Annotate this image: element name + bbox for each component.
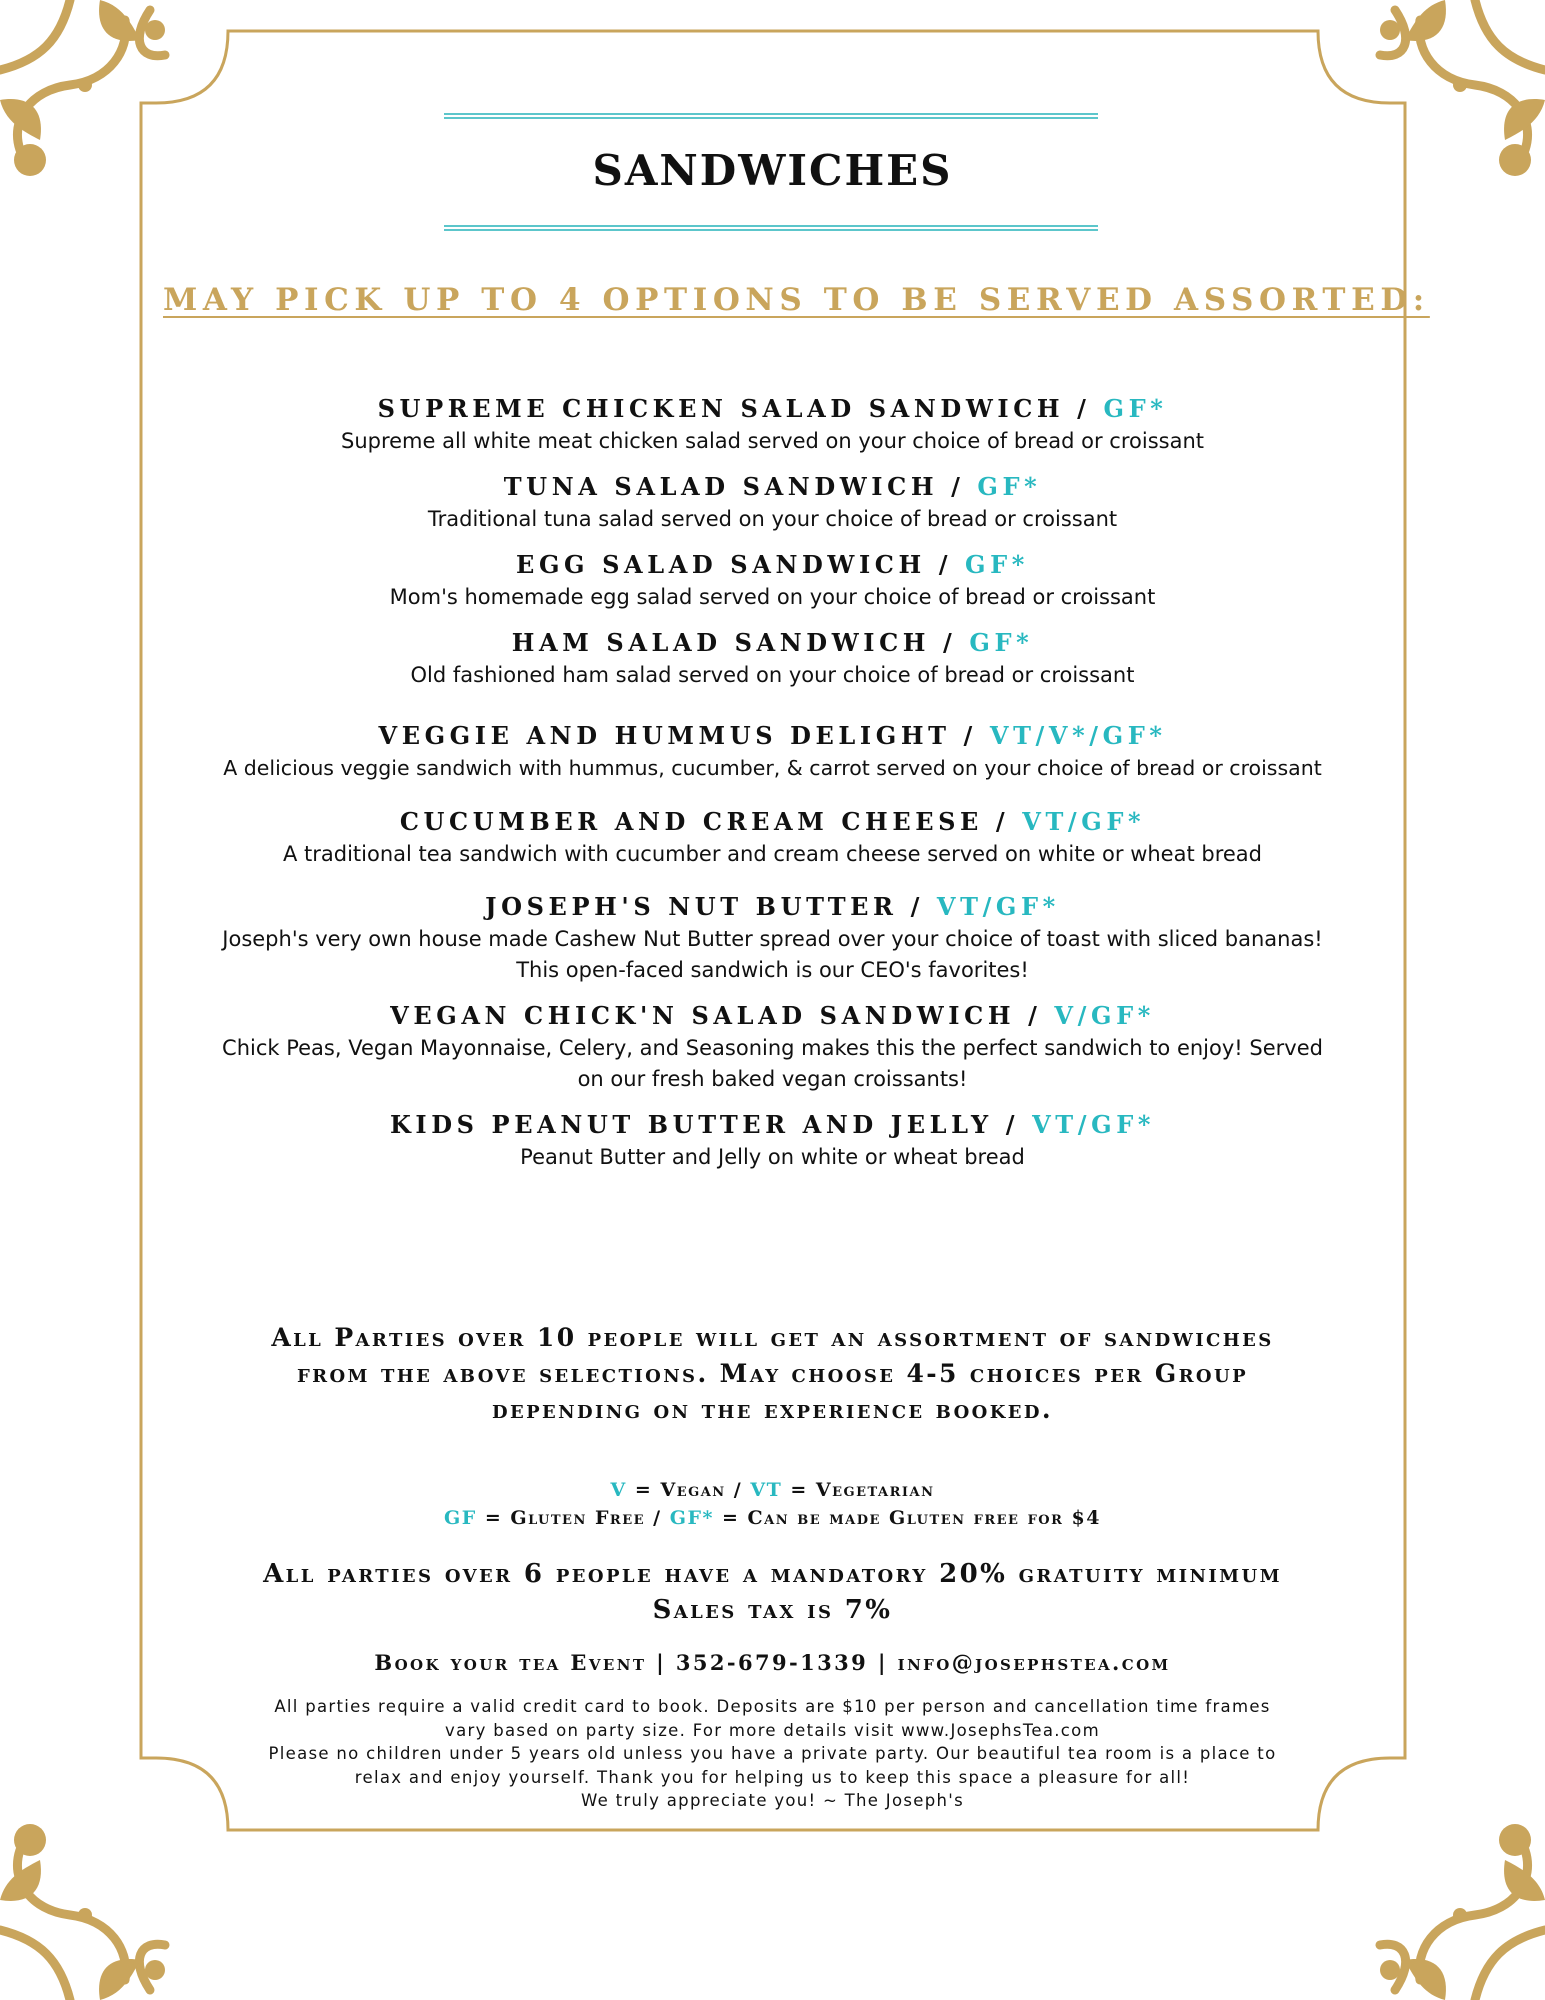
corner-ornament-bottom-right-icon (1355, 1810, 1545, 2000)
menu-item-name: KIDS PEANUT BUTTER AND JELLY (389, 1110, 993, 1139)
menu-item (140, 1108, 1405, 1173)
fine-print-line: We truly appreciate you! ~ The Joseph's (581, 1791, 964, 1810)
legend-text: = Gluten Free / (476, 1507, 670, 1529)
fine-print-line: relax and enjoy yourself. Thank you for helping us to keep this space a pleasure for all! (354, 1767, 1191, 1787)
menu-item-title (140, 626, 1405, 660)
menu-item-description: on our fresh baked vegan croissants! (577, 1067, 968, 1091)
menu-item-separator: / (938, 472, 978, 501)
menu-item (140, 719, 1405, 784)
menu-item-title (140, 890, 1405, 924)
menu-item (140, 805, 1405, 870)
menu-item-description: Peanut Butter and Jelly on white or wheat bread (520, 1145, 1025, 1169)
title-rule-top (444, 113, 1098, 119)
menu-item-title (140, 548, 1405, 582)
menu-item-description: Old fashioned ham salad served on your choice of bread or croissant (410, 663, 1135, 687)
dietary-tag: VT/GF* (936, 892, 1060, 921)
fine-print-line: All parties require a valid credit card to book. Deposits are $10 per person and cancellation time frames (274, 1697, 1271, 1716)
menu-item (140, 548, 1405, 613)
menu-item-name: VEGAN CHICK'N SALAD SANDWICH (390, 1001, 1016, 1030)
menu-item-title (140, 1108, 1405, 1142)
legend-text: = Vegetarian (782, 1479, 935, 1501)
menu-item-description: Joseph's very own house made Cashew Nut Butter spread over your choice of toast with sliced bananas! (222, 927, 1323, 951)
menu-item-description: A delicious veggie sandwich with hummus, cucumber, & carrot served on your choice of bread or croissant (223, 756, 1322, 780)
menu-item-title (140, 470, 1405, 504)
menu-item-separator: / (992, 1110, 1033, 1139)
gratuity-note-line: Sales tax is 7% (652, 1595, 893, 1625)
gratuity-note-line: All parties over 6 people have a mandatory 20% gratuity minimum (263, 1559, 1282, 1589)
corner-ornament-bottom-left-icon (0, 1810, 190, 2000)
menu-item-title (140, 392, 1405, 426)
menu-item-separator: / (950, 721, 990, 750)
legend-code: VT (750, 1479, 783, 1501)
fine-print-line: vary based on party size. For more details visit www.JosephsTea.com (445, 1720, 1100, 1740)
menu-item-description: Supreme all white meat chicken salad served on your choice of bread or croissant (340, 429, 1205, 453)
menu-item-name: VEGGIE AND HUMMUS DELIGHT (378, 721, 951, 750)
dietary-tag: GF* (969, 628, 1034, 657)
page-title: SANDWICHES (592, 146, 953, 195)
menu-item-title (140, 805, 1405, 839)
menu-item-separator: / (982, 807, 1023, 836)
legend-code: GF* (669, 1507, 714, 1529)
dietary-tag: GF* (977, 472, 1042, 501)
large-party-note-line: All Parties over 10 people will get an assortment of sandwiches (271, 1323, 1274, 1352)
legend-code: GF (444, 1507, 477, 1529)
menu-item-separator: / (925, 550, 966, 579)
menu-item (140, 626, 1405, 691)
menu-item-name: JOSEPH'S NUT BUTTER (485, 892, 898, 921)
menu-item-separator: / (1064, 394, 1104, 423)
menu-item (140, 890, 1405, 986)
dietary-tag: VT/GF* (1022, 807, 1146, 836)
legend-text: = Can be made Gluten free for $4 (713, 1507, 1101, 1529)
large-party-note (140, 1320, 1405, 1428)
fine-print-line: Please no children under 5 years old unless you have a private party. Our beautiful tea room is a place to (268, 1744, 1277, 1763)
dietary-tag: VT/GF* (1032, 1110, 1156, 1139)
dietary-legend-line (140, 1507, 1405, 1529)
menu-item-title (140, 999, 1405, 1033)
large-party-note-line: from the above selections. May choose 4-5 choices per Group (296, 1359, 1249, 1388)
dietary-tag: GF* (965, 550, 1029, 579)
menu-item (140, 999, 1405, 1095)
legend-text: = Vegan / (626, 1479, 751, 1501)
legend-code: V (610, 1479, 627, 1501)
menu-item-separator: / (897, 892, 937, 921)
menu-item (140, 470, 1405, 535)
menu-item-separator: / (1015, 1001, 1055, 1030)
menu-item-name: HAM SALAD SANDWICH (511, 628, 931, 657)
menu-item (140, 392, 1405, 457)
menu-item-name: SUPREME CHICKEN SALAD SANDWICH (377, 394, 1065, 423)
booking-contact-line: Book your tea Event | 352-679-1339 | info@josephstea.com (374, 1650, 1171, 1675)
dietary-tag: VT/V*/GF* (989, 721, 1167, 750)
large-party-note-line: depending on the experience booked. (491, 1395, 1054, 1424)
dietary-tag: V/GF* (1054, 1001, 1155, 1030)
menu-item-description: Chick Peas, Vegan Mayonnaise, Celery, and Seasoning makes this the perfect sandwich to enjoy! Served (222, 1036, 1323, 1060)
gratuity-note (140, 1556, 1405, 1628)
menu-item-description: Traditional tuna salad served on your choice of bread or croissant (427, 507, 1118, 531)
dietary-legend-line (140, 1479, 1405, 1501)
menu-item-name: CUCUMBER AND CREAM CHEESE (399, 807, 983, 836)
dietary-tag: GF* (1103, 394, 1168, 423)
menu-item-name: EGG SALAD SANDWICH (516, 550, 926, 579)
title-rule-bottom (444, 225, 1098, 231)
fine-print (160, 1695, 1385, 1813)
menu-item-description: A traditional tea sandwich with cucumber and cream cheese served on white or wheat bread (282, 842, 1263, 866)
menu-item-description: This open-faced sandwich is our CEO's favorites! (516, 958, 1029, 982)
menu-item-name: TUNA SALAD SANDWICH (503, 472, 939, 501)
menu-item-title (140, 719, 1405, 753)
menu-item-description: Mom's homemade egg salad served on your choice of bread or croissant (389, 585, 1156, 609)
selection-instruction: MAY PICK UP TO 4 OPTIONS TO BE SERVED ASSORTED: (163, 282, 1430, 318)
menu-item-separator: / (930, 628, 970, 657)
